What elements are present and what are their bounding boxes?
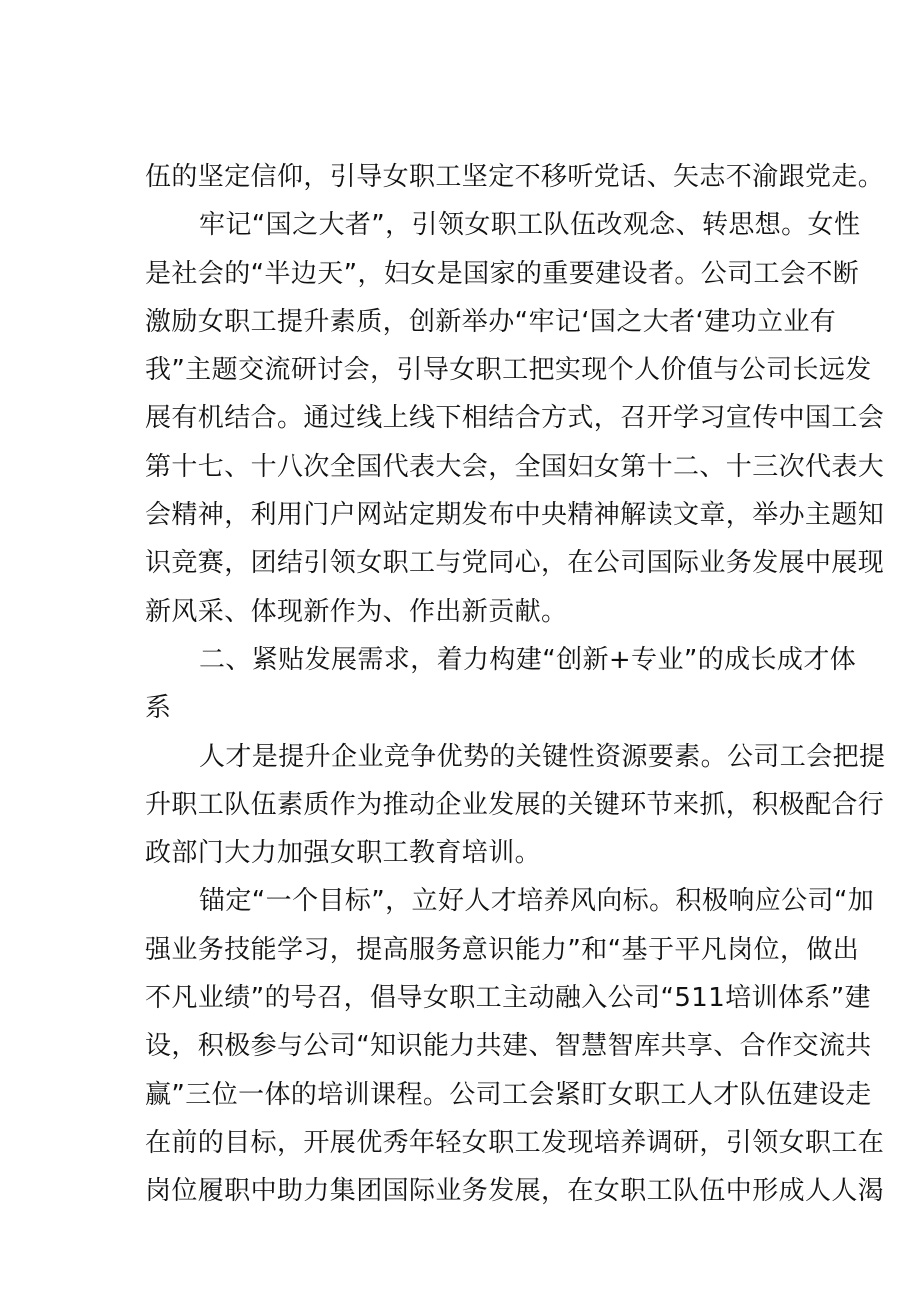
section-heading-line: 二、紧贴发展需求，着力构建“创新+专业”的成长成才体	[199, 644, 857, 675]
text-line: 在前的目标，开展优秀年轻女职工发现培养调研，引领女职工在	[145, 1127, 885, 1158]
text-line: 第十七、十八次全国代表大会，全国妇女第十二、十三次代表大	[145, 451, 885, 482]
text-line: 强业务技能学习，提高服务意识能力”和“基于平凡岗位，做出	[145, 934, 860, 965]
text-line: 会精神，利用门户网站定期发布中央精神解读文章，举办主题知	[145, 500, 885, 531]
text-line: 赢”三位一体的培训课程。公司工会紧盯女职工人才队伍建设走	[145, 1079, 872, 1110]
text-line: 升职工队伍素质作为推动企业发展的关键环节来抓，积极配合行	[145, 789, 885, 820]
text-line: 锚定“一个目标”，立好人才培养风向标。积极响应公司“加	[199, 886, 875, 917]
text-line: 展有机结合。通过线上线下相结合方式，召开学习宣传中国工会	[145, 403, 885, 434]
text-line: 牢记“国之大者”，引领女职工队伍改观念、转思想。女性	[199, 210, 861, 241]
text-line: 是社会的“半边天”，妇女是国家的重要建设者。公司工会不断	[145, 258, 860, 289]
text-line: 人才是提升企业竞争优势的关键性资源要素。公司工会把提	[199, 741, 886, 772]
text-line: 识竞赛，团结引领女职工与党同心，在公司国际业务发展中展现	[145, 548, 885, 579]
section-heading-line: 系	[145, 693, 172, 724]
text-line: 新风采、体现新作为、作出新贡献。	[145, 596, 568, 627]
text-line: 岗位履职中助力集团国际业务发展，在女职工队伍中形成人人渴	[145, 1176, 885, 1207]
body-text	[145, 153, 886, 1216]
text-line: 政部门大力加强女职工教育培训。	[145, 838, 542, 869]
text-line: 伍的坚定信仰，引导女职工坚定不移听党话、矢志不渝跟党走。	[145, 162, 885, 192]
text-line: 设，积极参与公司“知识能力共建、智慧智库共享、合作交流共	[145, 1031, 872, 1062]
text-line: 我”主题交流研讨会，引导女职工把实现个人价值与公司长远发	[145, 355, 872, 386]
text-line: 激励女职工提升素质，创新举办“牢记‘国之大者‘建功立业有	[145, 306, 837, 337]
text-line: 不凡业绩”的号召，倡导女职工主动融入公司“511培训体系”建	[145, 983, 872, 1014]
